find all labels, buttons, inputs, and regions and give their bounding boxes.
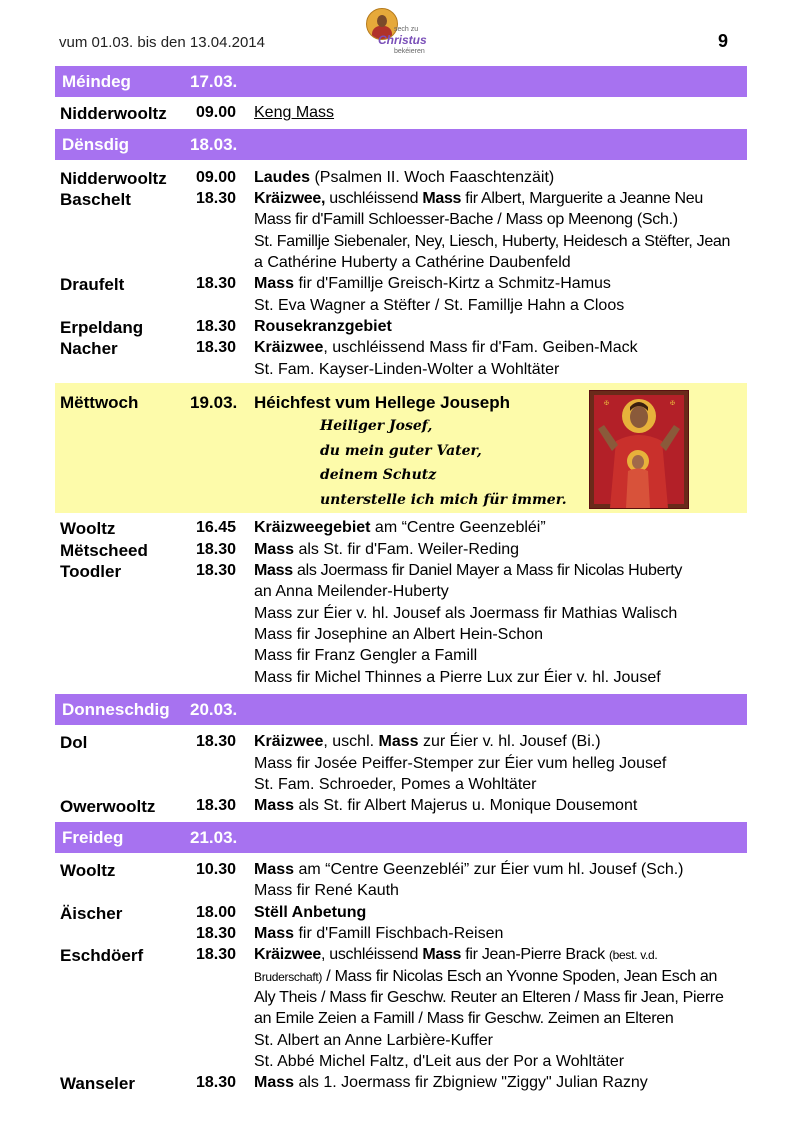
service-bold: Mass [254,275,295,292]
service-bold: Mass [254,541,295,558]
day-header-monday [55,66,747,97]
day-name: Donneschdig [62,700,170,719]
schedule-row [0,233,800,255]
prayer-line: du mein guter Vater, [320,443,482,459]
schedule-row [0,647,800,669]
service-text: St. Albert an Anne Larbière-Kuffer [254,1032,493,1049]
time: 16.45 [196,519,237,536]
service-bold: Stëll Anbetung [254,904,367,921]
service-bold: Mass [254,562,293,579]
schedule-row [0,904,800,926]
schedule-row [0,989,800,1011]
schedule-row [0,733,800,755]
feast-day-name: Mëttwoch [60,393,139,412]
schedule-row [0,605,800,627]
place: Erpeldang [60,318,144,337]
schedule-row [0,169,800,191]
service-text: St. Eva Wagner a Stëfter / St. Famillje Hahn a Cloos [254,297,625,314]
schedule-row [0,669,800,691]
time: 18.30 [196,946,237,963]
schedule-row [0,882,800,904]
service-text: a Cathérine Huberty a Cathérine Daubenfeld [254,254,571,271]
service-bold: Mass [254,925,295,942]
page-number: 9 [718,31,729,51]
service-note: (best. v.d. [608,948,658,962]
time: 18.30 [196,562,237,579]
place: Eschdöerf [60,946,144,965]
service-text: als Joermass fir Daniel Mayer a Mass fir Nicolas Huberty [292,562,683,579]
service-text: an Anna Meilender-Huberty [254,583,449,600]
time: 18.30 [196,925,237,942]
schedule-row [0,211,800,233]
service-text: St. Fam. Kayser-Linden-Wolter a Wohltäter [254,361,560,378]
place: Äischer [60,904,123,923]
time: 18.30 [196,190,237,207]
time: 18.30 [196,275,237,292]
service-bold: Rousekranzgebiet [254,318,392,335]
place: Draufelt [60,275,125,294]
schedule-row [0,1074,800,1096]
service-text: , uschléissend [320,946,423,963]
schedule-row [0,946,800,968]
service-text: Mass fir Josée Peiffer-Stemper zur Éier vum helleg Jousef [254,755,667,772]
time: 18.30 [196,733,237,750]
schedule-row [0,1053,800,1075]
service-text: (Psalmen II. Woch Faaschtenzäit) [310,169,555,186]
time: 18.30 [196,797,237,814]
schedule-row [0,339,800,361]
place: Nacher [60,339,118,358]
schedule-row [0,275,800,297]
feast-title: Héichfest vum Hellege Jouseph [254,393,511,412]
service-bold: Mass [422,190,462,207]
schedule-row [0,318,800,340]
place: Baschelt [60,190,131,209]
day-header-friday [55,822,747,853]
time: 18.30 [196,541,237,558]
service-bold: Mass [254,861,295,878]
svg-text:✠: ✠ [670,400,676,407]
place: Nidderwooltz [60,169,167,188]
service-text: uschléissend [325,190,423,207]
time: 09.00 [196,169,237,186]
logo-line3: bekéieren [394,48,425,55]
service-text: am “Centre Geenzebléi” zur Éier vum hl. Jousef (Sch.) [294,861,684,878]
schedule-row [0,1010,800,1032]
svg-text:✠: ✠ [604,400,610,407]
service-bold: Mass [254,797,295,814]
schedule-row [0,519,800,541]
schedule-row [0,361,800,383]
time: 18.00 [196,904,237,921]
service-text: Keng Mass [254,104,335,121]
saint-joseph-icon [589,390,689,509]
service-text: fir Jean-Pierre Brack [461,946,609,963]
time: 09.00 [196,104,237,121]
service-text: St. Fam. Schroeder, Pomes a Wohltäter [254,776,537,793]
service-bold: Kräizwee [254,946,321,963]
logo-line2: Christus [378,33,427,47]
day-date: 18.03. [190,135,238,154]
place: Mëtscheed [60,541,148,560]
day-date: 20.03. [190,700,238,719]
place: Dol [60,733,88,752]
service-bold: Mass [422,946,462,963]
service-text: als St. fir Albert Majerus u. Monique Dousemont [294,797,638,814]
schedule-row [0,541,800,563]
service-text: / Mass fir Nicolas Esch an Yvonne Spoden, Jean Esch an [322,968,718,985]
service-text: Aly Theis / Mass fir Geschw. Reuter an Elteren / Mass fir Jean, Pierre [254,989,724,1006]
time: 18.30 [196,339,237,356]
service-text: Mass zur Éier v. hl. Jousef als Joermass fir Mathias Walisch [254,605,678,622]
schedule-row [0,925,800,947]
service-text: am “Centre Geenzebléi” [370,519,546,536]
prayer-line: unterstelle ich mich für immer. [320,492,567,508]
time: 18.30 [196,1074,237,1091]
prayer-line: deinem Schutz [320,467,437,483]
day-name: Dënsdig [62,135,130,154]
service-text: fir d'Famillje Greisch-Kirtz a Schmitz-Hamus [294,275,611,292]
schedule-row [0,776,800,798]
service-bold: Kräizwee, [254,190,326,207]
place: Wooltz [60,861,116,880]
logo-line1: sech zu [394,26,419,33]
service-text: zur Éier v. hl. Jousef (Bi.) [418,733,601,750]
service-text: fir d'Famill Fischbach-Reisen [294,925,504,942]
schedule-row [0,190,800,212]
service-text: Mass fir Josephine an Albert Hein-Schon [254,626,544,643]
schedule-row [0,297,800,319]
service-text: an Emile Zeien a Famill / Mass fir Geschw. Zeimen an Elteren [254,1010,674,1027]
prayer-line: Heiliger Josef, [320,418,433,434]
service-text: fir Albert, Marguerite a Jeanne Neu [461,190,703,207]
service-text: Mass fir d'Famill Schloesser-Bache / Mass op Meenong (Sch.) [254,211,678,228]
schedule-row [0,562,800,584]
day-date: 21.03. [190,828,238,847]
service-bold: Mass [378,733,419,750]
day-header-thursday [55,694,747,725]
day-name: Freideg [62,828,124,847]
schedule-row [0,583,800,605]
parish-logo [364,8,427,64]
service-bold: Laudes [254,169,311,186]
time: 10.30 [196,861,237,878]
service-text: Mass fir René Kauth [254,882,399,899]
day-date: 17.03. [190,72,238,91]
place: Wanseler [60,1074,135,1093]
place: Nidderwooltz [60,104,167,123]
schedule-row [0,861,800,883]
service-bold: Kräizwee [254,733,324,750]
schedule-row [0,626,800,648]
service-note: Bruderschaft) [254,970,323,984]
schedule-row [0,254,800,276]
place: Wooltz [60,519,116,538]
time: 18.30 [196,318,237,335]
schedule-row [0,755,800,777]
schedule-row [0,968,800,990]
service-text: als St. fir d'Fam. Weiler-Reding [294,541,520,558]
service-bold: Kräizweegebiet [254,519,371,536]
service-text: St. Abbé Michel Faltz, d'Leit aus der Por a Wohltäter [254,1053,625,1070]
service-bold: Mass [254,1074,295,1091]
feast-date: 19.03. [190,393,238,412]
service-text: , uschl. [323,733,379,750]
schedule-row [0,1032,800,1054]
day-name: Méindeg [62,72,131,91]
place: Toodler [60,562,122,581]
service-bold: Kräizwee [254,339,324,356]
service-text: Mass fir Franz Gengler a Famill [254,647,478,664]
service-text: als 1. Joermass fir Zbigniew "Ziggy" Julian Razny [294,1074,648,1091]
schedule-row [0,104,800,126]
place: Owerwooltz [60,797,156,816]
service-text: , uschléissend Mass fir d'Fam. Geiben-Mack [323,339,638,356]
service-text: St. Famillje Siebenaler, Ney, Liesch, Huberty, Heidesch a Stëfter, Jean [254,233,731,250]
service-text: Mass fir Michel Thinnes a Pierre Lux zur Éier v. hl. Jousef [254,669,661,686]
day-header-tuesday [55,129,747,160]
date-range: vum 01.03. bis den 13.04.2014 [59,34,265,51]
schedule-row [0,797,800,819]
